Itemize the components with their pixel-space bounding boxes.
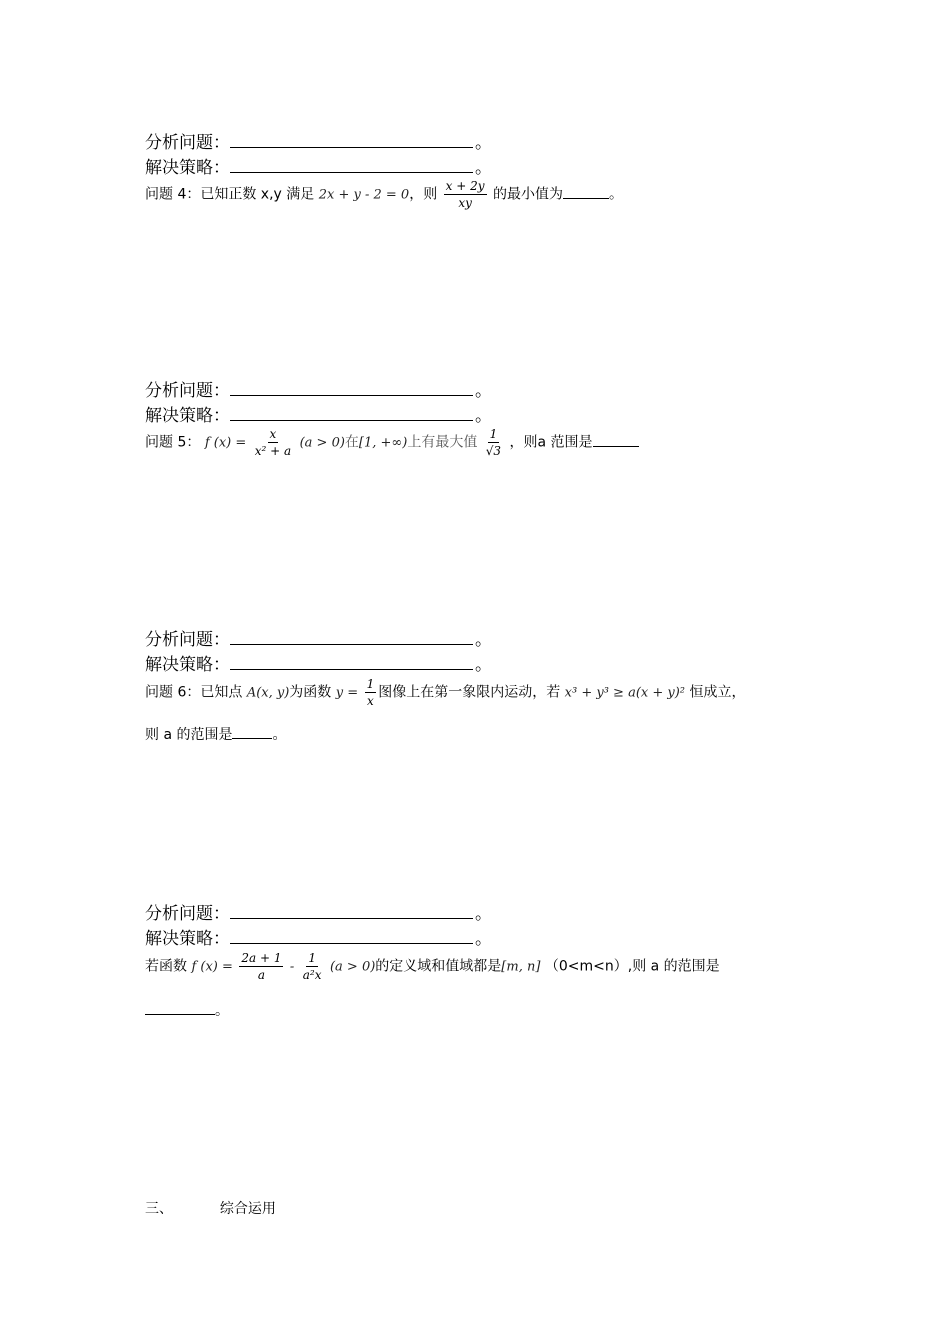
strategy-line-1: 解决策略： 。 — [145, 158, 492, 178]
section-number: 三、 — [145, 1201, 173, 1217]
question-5: 问题 5： f (x) = $\frac{x}{\text{x² + a}}$ (a > 0)在[1, +∞)上有最大值 $\frac{1}{√3}$ ，则a 范围是 — [145, 426, 639, 459]
question-4: 问题 4：已知正数 x,y 满足 2x + y - 2 = 0，则 $\frac{x + 2y}{xy}$ 的最小值为 。 — [145, 179, 623, 210]
analyze-line-3: 分析问题： 。 — [145, 630, 492, 650]
answer-blank[interactable] — [593, 434, 639, 447]
answer-blank[interactable] — [230, 133, 473, 148]
strategy-line-3: 解决策略： 。 — [145, 655, 492, 675]
q5-max-fraction: $\frac{1}{√3}$ — [485, 427, 502, 458]
q7-fraction-1: $\frac{2a + 1}{a}$ — [241, 951, 282, 982]
strategy-label: 解决策略： — [145, 158, 230, 178]
answer-blank[interactable] — [230, 929, 473, 944]
q7-fraction-2: $\frac{1}{\text{a²x}}$ — [302, 951, 322, 982]
answer-blank[interactable] — [230, 158, 473, 173]
answer-blank[interactable] — [230, 904, 473, 919]
q6-inequality: x³ + y³ ≥ a(x + y)² — [564, 685, 686, 701]
section-title: 综合运用 — [219, 1201, 276, 1217]
strategy-line-2: 解决策略： 。 — [145, 406, 492, 426]
q5-fraction: $\frac{x}{\text{x² + a}}$ — [254, 427, 292, 458]
answer-blank[interactable] — [232, 726, 272, 739]
section-heading — [145, 1198, 276, 1218]
answer-blank[interactable] — [145, 1002, 215, 1015]
analyze-line-2: 分析问题： 。 — [145, 381, 492, 401]
analyze-line-4: 分析问题： 。 — [145, 904, 492, 924]
answer-blank[interactable] — [230, 381, 473, 396]
q6-fraction: $\frac{1}{x}$ — [366, 677, 375, 708]
question-6-line-2: 则 a 的范围是 。 — [145, 727, 287, 743]
answer-blank[interactable] — [230, 406, 473, 421]
answer-blank[interactable] — [563, 186, 609, 199]
strategy-line-4: 解决策略： 。 — [145, 929, 492, 949]
question-7: 若函数 f (x) = $\frac{2a + 1}{a}$ - $\frac{1}{\text{a²x}}$ (a > 0)的定义域和值域都是[m, n] （0<m<n）,则 a 的范围是 — [145, 951, 720, 982]
q4-fraction: $\frac{x + 2y}{xy}$ — [445, 179, 485, 210]
answer-blank[interactable] — [230, 655, 473, 670]
question-7-line-2: 。 — [145, 1000, 229, 1020]
question-6: 问题 6：已知点 A(x, y)为函数 y = $\frac{1}{x}$ 图像上在第一象限内运动，若 x³ + y³ ≥ a(x + y)² 恒成立， — [145, 677, 746, 708]
answer-blank[interactable] — [230, 630, 473, 645]
analyze-line-1: 分析问题： 。 — [145, 133, 492, 153]
q4-condition: 2x + y - 2 = 0 — [318, 187, 410, 203]
analyze-label: 分析问题： — [145, 133, 230, 153]
